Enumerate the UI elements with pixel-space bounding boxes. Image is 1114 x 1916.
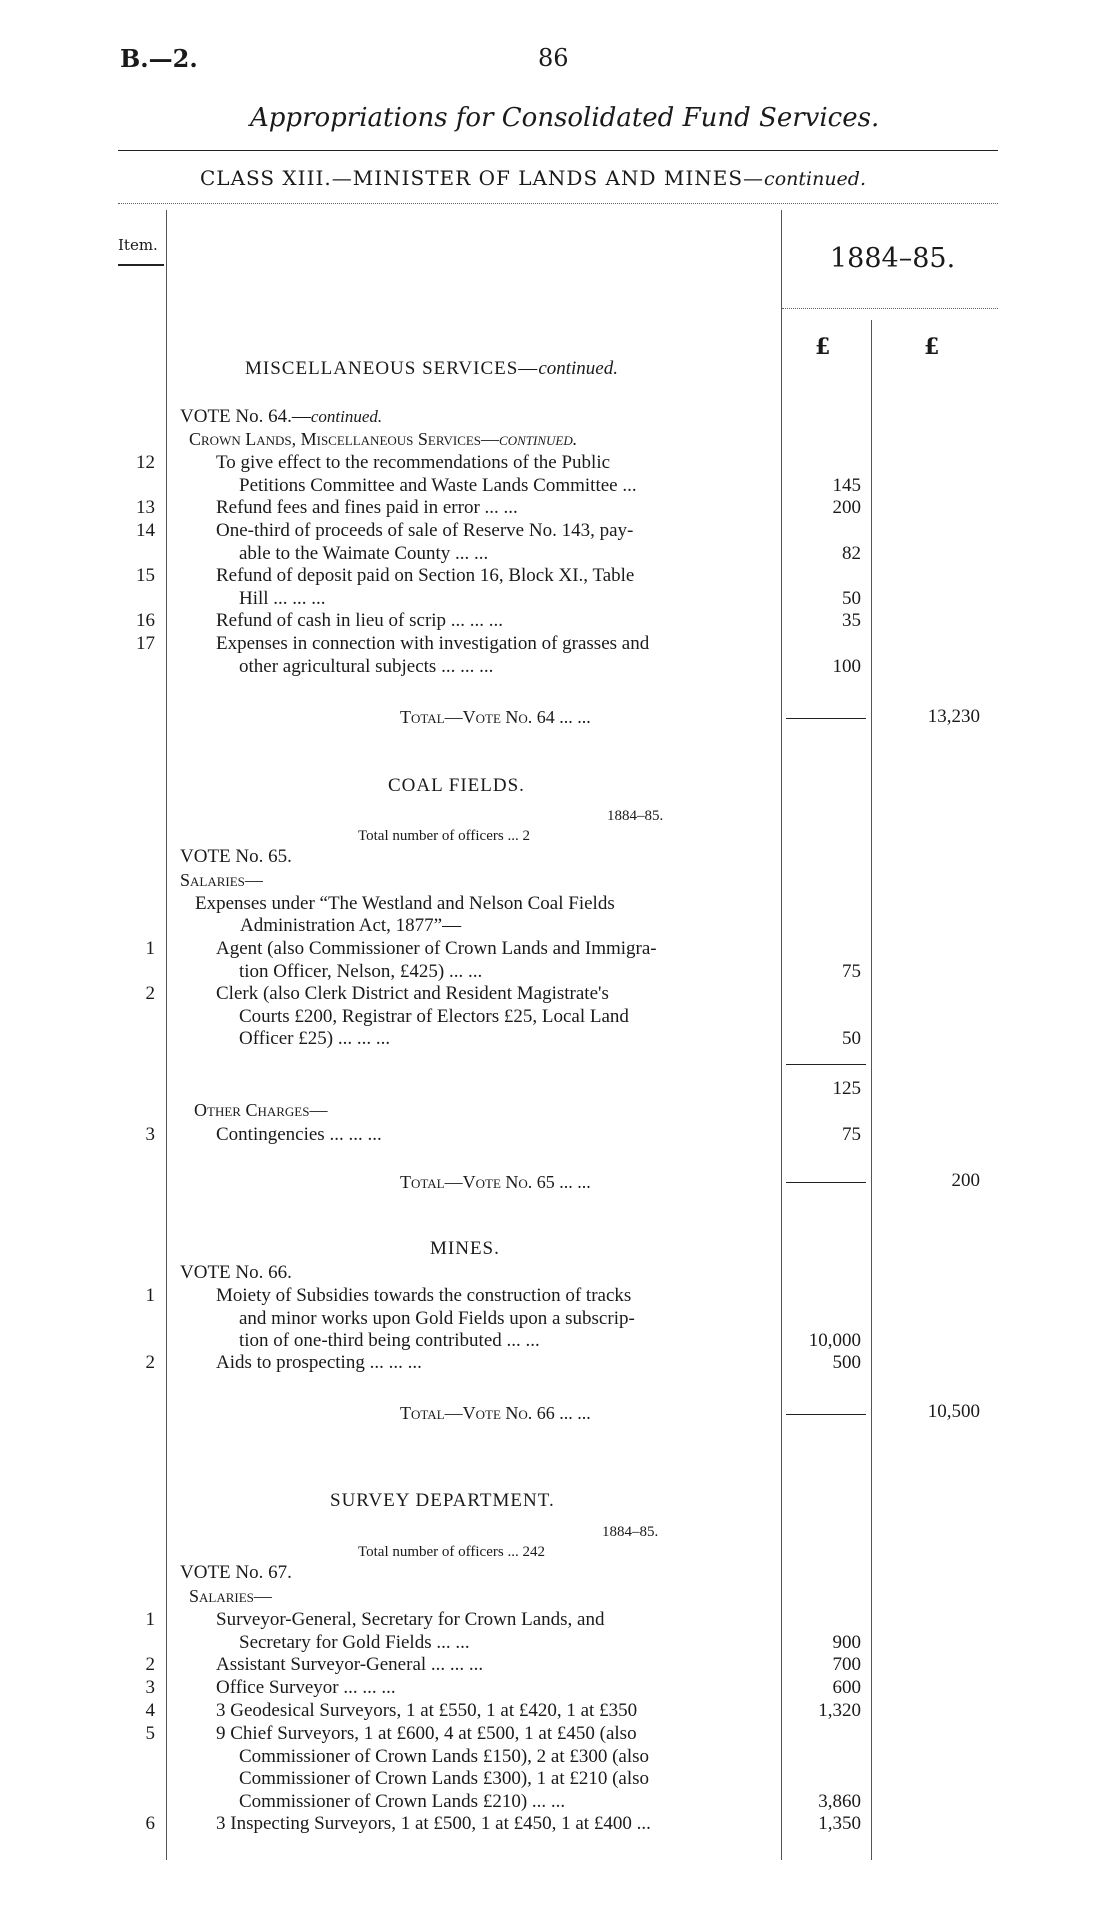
- vote-66-total-rule: [786, 1414, 866, 1415]
- item-text-line: Aids to prospecting ... ... ...: [216, 1352, 422, 1373]
- coal-subtotal-rule: [786, 1064, 866, 1065]
- vote-67-heading: VOTE No. 67.: [180, 1562, 292, 1583]
- item-amount: 35: [842, 610, 861, 631]
- vote-66-total-label: Total—Vote No. 66 ... ...: [400, 1403, 591, 1423]
- item-text-line: Officer £25) ... ... ...: [239, 1028, 391, 1049]
- item-text-line: Commissioner of Crown Lands £150), 2 at £300 (also: [239, 1745, 650, 1767]
- item-text-line: Refund fees and fines paid in error ... ...: [216, 497, 518, 518]
- item-text-line: Refund of deposit paid on Section 16, Block XI., Table: [216, 565, 635, 586]
- pound-sign-total: £: [924, 334, 940, 360]
- item-text-line: Moiety of Subsidies towards the construction of tracks: [216, 1285, 632, 1306]
- item-text-line: Expenses in connection with investigation of grasses and: [216, 633, 650, 654]
- year-header-rule: [782, 308, 998, 309]
- item-text-line: 3 Geodesical Surveyors, 1 at £550, 1 at £420, 1 at £350: [216, 1700, 638, 1721]
- vote-64-total: 13,230: [927, 706, 980, 727]
- vote-64-total-rule: [786, 718, 866, 719]
- text-column-divider: [781, 210, 782, 1860]
- coal-act-line-2: Administration Act, 1877”—: [240, 915, 462, 936]
- item-amount: 50: [842, 587, 861, 609]
- vote-64-heading: VOTE No. 64.—continued.: [180, 406, 383, 427]
- item-amount: 700: [832, 1654, 861, 1675]
- item-text-line: Courts £200, Registrar of Electors £25, Local Land: [239, 1005, 629, 1027]
- misc-section-heading: MISCELLANEOUS SERVICES—continued.: [245, 358, 618, 379]
- coal-act-line-1: Expenses under “The Westland and Nelson Coal Fields: [195, 893, 615, 914]
- survey-salaries-label: Salaries—: [189, 1586, 272, 1606]
- item-amount: 1,320: [818, 1700, 861, 1721]
- item-number: 15: [136, 565, 155, 586]
- item-text-line: Assistant Surveyor-General ... ... ...: [216, 1654, 484, 1675]
- item-number: 4: [145, 1700, 155, 1721]
- item-number: 2: [145, 983, 155, 1004]
- item-text-line: and minor works upon Gold Fields upon a subscrip-: [239, 1307, 635, 1329]
- contingencies-item-number: 3: [145, 1124, 155, 1145]
- class-heading: CLASS XIII.—MINISTER OF LANDS AND MINES—continued.: [200, 166, 866, 190]
- page-title: Appropriations for Consolidated Fund Services.: [250, 103, 880, 133]
- item-text-line: 3 Inspecting Surveyors, 1 at £500, 1 at £450, 1 at £400 ...: [216, 1813, 651, 1834]
- item-number: 1: [145, 938, 155, 959]
- item-text-line: Agent (also Commissioner of Crown Lands and Immigra-: [216, 938, 657, 959]
- vote-65-heading: VOTE No. 65.: [180, 846, 292, 867]
- item-text-line: other agricultural subjects ... ... ...: [239, 655, 494, 677]
- mines-heading: MINES.: [430, 1238, 500, 1259]
- item-text-line: 9 Chief Surveyors, 1 at £600, 4 at £500, 1 at £450 (also: [216, 1723, 637, 1744]
- item-text-line: Hill ... ... ...: [239, 587, 326, 609]
- item-text-line: Commissioner of Crown Lands £300), 1 at £210 (also: [239, 1768, 650, 1789]
- coal-salaries-label: Salaries—: [180, 870, 263, 890]
- item-text-line: Clerk (also Clerk District and Resident Magistrate's: [216, 983, 609, 1004]
- item-amount: 10,000: [808, 1330, 861, 1351]
- vote-66-total: 10,500: [927, 1401, 980, 1422]
- item-text-line: Office Surveyor ... ... ...: [216, 1677, 396, 1698]
- item-column-header: Item.: [118, 236, 158, 254]
- item-amount: 600: [832, 1677, 861, 1698]
- contingencies-text: Contingencies ... ... ...: [216, 1124, 382, 1145]
- document-reference: B.—2.: [120, 44, 198, 73]
- item-amount: 145: [832, 474, 861, 496]
- survey-department-heading: SURVEY DEPARTMENT.: [330, 1490, 555, 1511]
- vote-65-total-rule: [786, 1182, 866, 1183]
- item-amount: 200: [832, 497, 861, 518]
- vote-65-total: 200: [951, 1170, 980, 1191]
- page-number: 86: [538, 44, 569, 72]
- item-amount: 100: [832, 655, 861, 677]
- item-number: 2: [145, 1654, 155, 1675]
- item-number: 1: [145, 1285, 155, 1306]
- item-amount: 82: [842, 542, 861, 564]
- vote-65-total-label: Total—Vote No. 65 ... ...: [400, 1172, 591, 1192]
- item-number: 6: [145, 1813, 155, 1834]
- item-amount: 500: [832, 1352, 861, 1373]
- item-header-rule: [118, 264, 164, 266]
- amount-column-divider: [871, 320, 872, 1860]
- item-amount: 3,860: [818, 1790, 861, 1812]
- item-text-line: able to the Waimate County ... ...: [239, 542, 489, 564]
- other-charges-label: Other Charges—: [194, 1100, 328, 1120]
- item-text-line: Secretary for Gold Fields ... ...: [239, 1631, 470, 1653]
- pound-sign-detail: £: [815, 334, 831, 360]
- item-number: 14: [136, 520, 155, 541]
- item-text-line: One-third of proceeds of sale of Reserve No. 143, pay-: [216, 520, 634, 541]
- item-amount: 1,350: [818, 1813, 861, 1834]
- item-number: 3: [145, 1677, 155, 1698]
- survey-officers-count: Total number of officers ... 242: [358, 1544, 545, 1560]
- crown-lands-subheading: Crown Lands, Miscellaneous Services—continued.: [189, 429, 578, 449]
- title-rule: [118, 150, 998, 151]
- coal-officers-count: Total number of officers ... 2: [358, 828, 530, 844]
- item-text-line: Surveyor-General, Secretary for Crown Lands, and: [216, 1609, 605, 1630]
- survey-officers-year: 1884–85.: [602, 1524, 659, 1540]
- item-number: 12: [136, 452, 155, 473]
- item-amount: 50: [842, 1028, 861, 1049]
- item-number: 16: [136, 610, 155, 631]
- item-text-line: Refund of cash in lieu of scrip ... ... ...: [216, 610, 504, 631]
- coal-fields-heading: COAL FIELDS.: [388, 775, 525, 796]
- item-text-line: tion Officer, Nelson, £425) ... ...: [239, 960, 483, 982]
- item-number: 5: [145, 1723, 155, 1744]
- vote-66-heading: VOTE No. 66.: [180, 1262, 292, 1283]
- item-text-line: Commissioner of Crown Lands £210) ... ...: [239, 1790, 566, 1812]
- class-rule: [118, 203, 998, 204]
- item-number: 13: [136, 497, 155, 518]
- item-number: 2: [145, 1352, 155, 1373]
- item-amount: 900: [832, 1631, 861, 1653]
- item-text-line: Petitions Committee and Waste Lands Committee ...: [239, 474, 637, 496]
- item-text-line: tion of one-third being contributed ... ...: [239, 1330, 540, 1351]
- item-amount: 75: [842, 960, 861, 982]
- item-column-divider: [166, 210, 167, 1860]
- item-text-line: To give effect to the recommendations of the Public: [216, 452, 611, 473]
- coal-officers-year: 1884–85.: [607, 808, 664, 824]
- coal-subtotal: 125: [832, 1078, 861, 1099]
- year-column-header: 1884–85.: [830, 243, 956, 274]
- vote-64-total-label: Total—Vote No. 64 ... ...: [400, 707, 591, 727]
- item-number: 1: [145, 1609, 155, 1630]
- contingencies-amount: 75: [842, 1124, 861, 1145]
- item-number: 17: [136, 633, 155, 654]
